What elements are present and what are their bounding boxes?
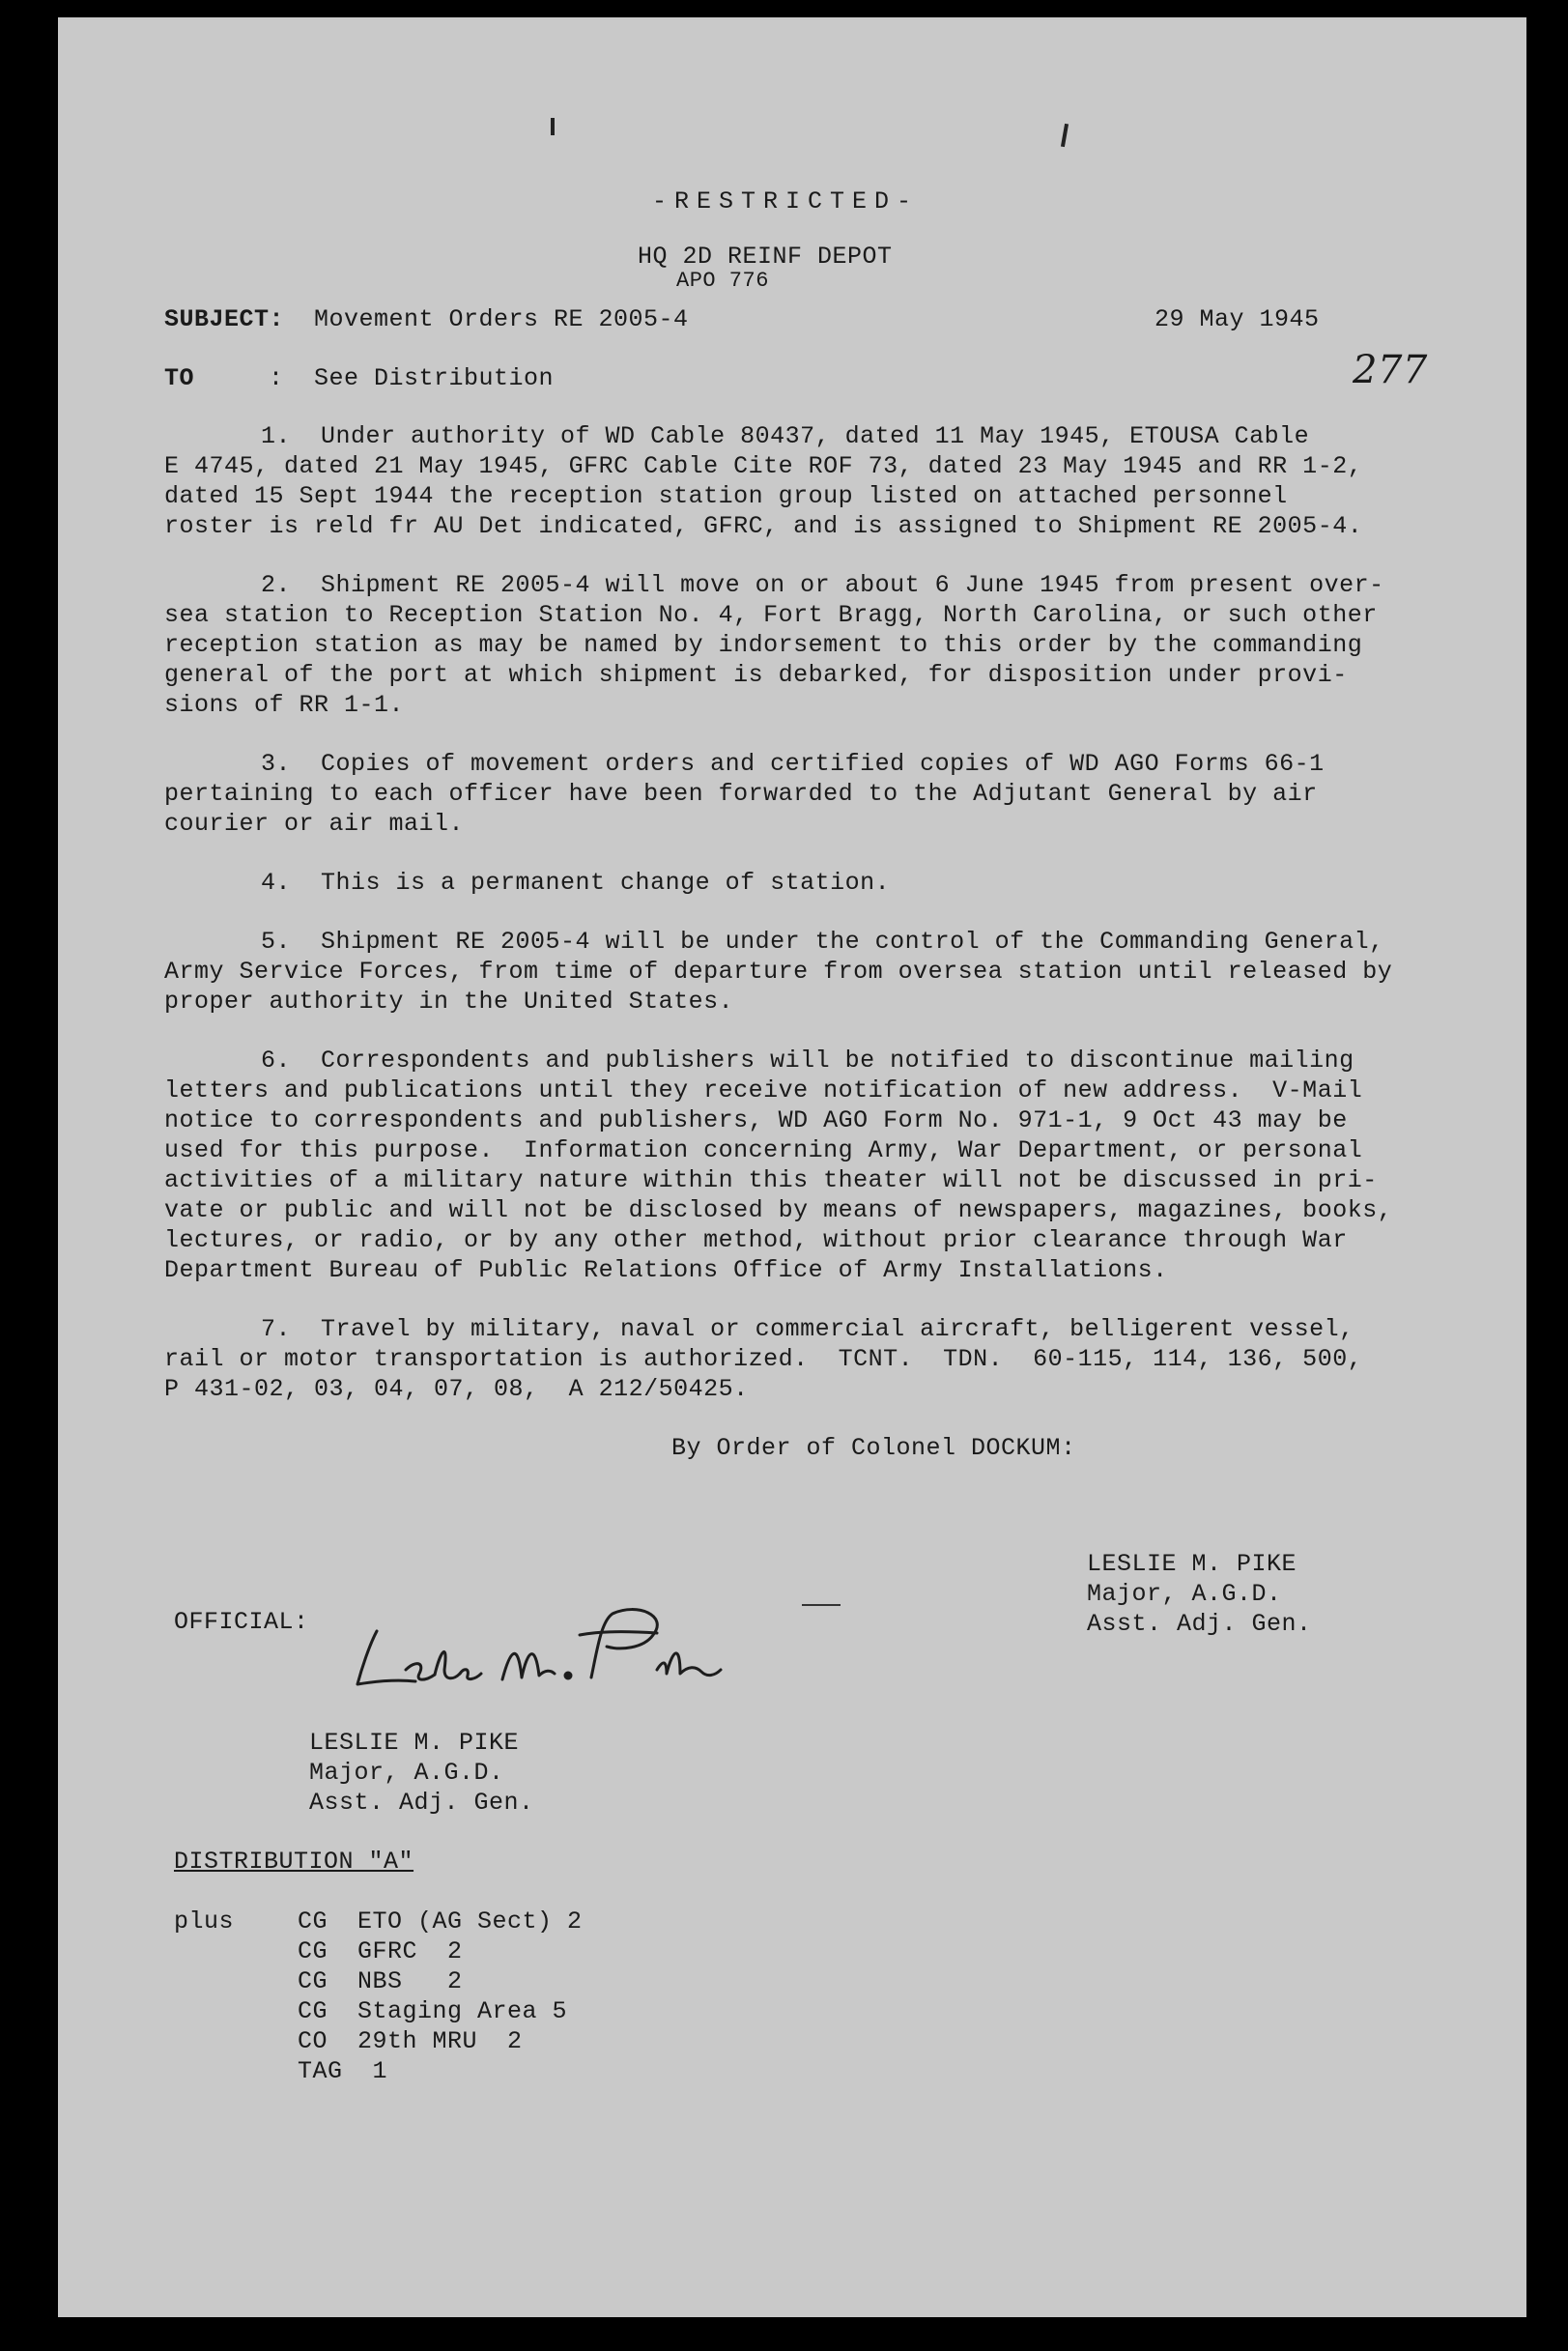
document-date: 29 May 1945 <box>1155 305 1320 333</box>
paragraph-line: Army Service Forces, from time of departure from oversea station until released by <box>164 958 1393 986</box>
paragraph-line: E 4745, dated 21 May 1945, GFRC Cable Cite ROF 73, dated 23 May 1945 and RR 1-2, <box>164 452 1363 480</box>
official-title: Asst. Adj. Gen. <box>309 1789 534 1817</box>
order-line: By Order of Colonel DOCKUM: <box>671 1434 1076 1462</box>
paragraph-line: sions of RR 1-1. <box>164 691 405 719</box>
paragraph-line: P 431-02, 03, 04, 07, 08, A 212/50425. <box>164 1375 749 1403</box>
paragraph-line: general of the port at which shipment is debarked, for disposition under provi- <box>164 661 1348 689</box>
signatory-rank: Major, A.G.D. <box>1087 1580 1282 1608</box>
headquarters-line: HQ 2D REINF DEPOT <box>638 243 893 271</box>
paragraph-line: rail or motor transportation is authorized. TCNT. TDN. 60-115, 114, 136, 500, <box>164 1345 1363 1373</box>
paragraph-line: used for this purpose. Information concerning Army, War Department, or personal <box>164 1136 1363 1164</box>
handwritten-page-number: 277 <box>1353 348 1428 392</box>
official-name: LESLIE M. PIKE <box>309 1729 520 1757</box>
subject-value: Movement Orders RE 2005-4 <box>314 305 689 333</box>
classification-marking: -RESTRICTED- <box>652 187 920 215</box>
distribution-title: DISTRIBUTION "A" <box>174 1848 414 1876</box>
official-rank: Major, A.G.D. <box>309 1759 504 1787</box>
paragraph-line: 6. Correspondents and publishers will be notified to discontinue mailing <box>261 1046 1354 1075</box>
paragraph-line: courier or air mail. <box>164 810 465 838</box>
margin-mark <box>1061 124 1069 147</box>
margin-mark <box>551 118 555 135</box>
to-value: See Distribution <box>314 364 555 392</box>
official-label: OFFICIAL: <box>174 1608 309 1636</box>
paragraph-line: letters and publications until they receive notification of new address. V-Mail <box>164 1076 1363 1104</box>
paragraph-line: vate or public and will not be disclosed by means of newspapers, magazines, books, <box>164 1196 1393 1224</box>
to-colon: : <box>269 364 284 392</box>
paragraph-line: 4. This is a permanent change of station. <box>261 869 891 897</box>
paragraph-line: dated 15 Sept 1944 the reception station group listed on attached personnel <box>164 482 1288 510</box>
paragraph-line: roster is reld fr AU Det indicated, GFRC, and is assigned to Shipment RE 2005-4. <box>164 512 1363 540</box>
distribution-line: CG ETO (AG Sect) 2 <box>298 1907 583 1935</box>
signatory-name: LESLIE M. PIKE <box>1087 1550 1297 1578</box>
distribution-plus-label: plus <box>174 1907 235 1935</box>
paragraph-line: notice to correspondents and publishers, WD AGO Form No. 971-1, 9 Oct 43 may be <box>164 1106 1348 1134</box>
paragraph-line: Department Bureau of Public Relations Office of Army Installations. <box>164 1256 1168 1284</box>
handwritten-signature <box>348 1592 754 1699</box>
paragraph-line: sea station to Reception Station No. 4, Fort Bragg, North Carolina, or such other <box>164 601 1378 629</box>
paragraph-line: lectures, or radio, or by any other method, without prior clearance through War <box>164 1226 1348 1254</box>
document-page <box>58 17 1526 2317</box>
paragraph-line: 2. Shipment RE 2005-4 will move on or about 6 June 1945 from present over- <box>261 571 1384 599</box>
paragraph-line: 1. Under authority of WD Cable 80437, dated 11 May 1945, ETOUSA Cable <box>261 422 1310 450</box>
subject-label: SUBJECT: <box>164 305 285 333</box>
paragraph-line: pertaining to each officer have been forwarded to the Adjutant General by air <box>164 780 1318 808</box>
paragraph-line: reception station as may be named by indorsement to this order by the commanding <box>164 631 1363 659</box>
signatory-title: Asst. Adj. Gen. <box>1087 1610 1312 1638</box>
paragraph-line: 5. Shipment RE 2005-4 will be under the control of the Commanding General, <box>261 928 1384 956</box>
paragraph-line: activities of a military nature within this theater will not be discussed in pri- <box>164 1166 1378 1194</box>
paragraph-line: 3. Copies of movement orders and certified copies of WD AGO Forms 66-1 <box>261 750 1325 778</box>
signature-dash <box>802 1604 841 1606</box>
apo-line: APO 776 <box>676 269 769 293</box>
paragraph-line: proper authority in the United States. <box>164 988 734 1016</box>
distribution-line: CG Staging Area 5 <box>298 1997 568 2025</box>
distribution-line: CG NBS 2 <box>298 1967 463 1995</box>
distribution-line: TAG 1 <box>298 2057 388 2085</box>
distribution-line: CG GFRC 2 <box>298 1937 463 1965</box>
paragraph-line: 7. Travel by military, naval or commercial aircraft, belligerent vessel, <box>261 1315 1354 1343</box>
to-label: TO <box>164 364 195 392</box>
distribution-line: CO 29th MRU 2 <box>298 2027 523 2055</box>
